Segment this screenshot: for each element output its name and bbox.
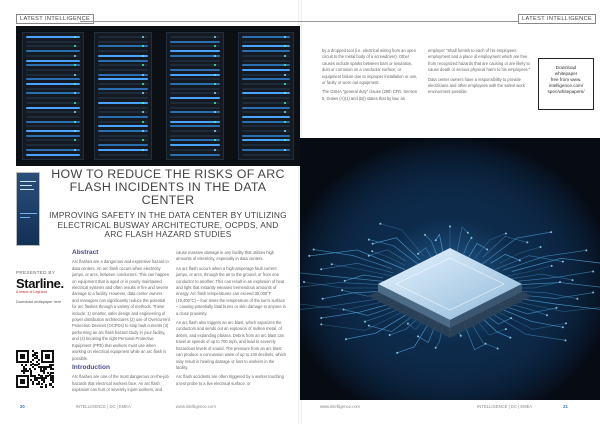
circuit-chip-illustration — [300, 136, 600, 400]
right-page-number: 21 — [563, 404, 568, 409]
col2-paragraph-1: cause massive damage in any facility that utilizes high amounts of electricity, especially in data centers. — [176, 250, 275, 262]
header-rule-left — [80, 21, 300, 22]
right-col1-paragraph-1: by a dropped tool (i.e. electrical wiring from an open circuit to the metal body of a screwdriver). Other causes include sparks between bars or insulation, dust or corrosion on a conductor surface, or equipment failure due to improper installation or use, or faulty or worn out equipment. — [322, 48, 418, 86]
right-column-1 — [322, 48, 418, 102]
introduction-heading: Introduction — [72, 363, 110, 371]
footer-right — [320, 404, 568, 409]
whitepaper-cover-thumbnail[interactable] — [16, 172, 40, 246]
right-col2-paragraph-1: employer "Shall furnish to each of his employees employment and a place of employment which are free from recognized hazards that are causing or are likely to cause death or serious physical harm to his employees." — [428, 48, 531, 73]
header-tag-left: LATEST INTELLIGENCE — [16, 14, 94, 24]
starline-logo: Starline. — [16, 276, 64, 291]
article-subtitle: IMPROVING SAFETY IN THE DATA CENTER BY UTILIZING ELECTRICAL BUSWAY ARCHITECTURE, OCPDS, AND ARC FLASH HAZARD STUDIES — [49, 210, 287, 240]
header-tag-right: LATEST INTELLIGENCE — [518, 14, 596, 24]
right-column-2 — [428, 48, 532, 96]
download-line-5[interactable]: spec/whitepapers/ — [547, 89, 585, 94]
download-note[interactable]: Download whitepaper here — [16, 300, 62, 304]
starline-logo-sub: A brand of Legrand — [16, 290, 47, 294]
introduction-text: Arc flashes are one of the most dangerous on-the-job hazards that electrical workers face. An arc flash explosion can hurt or severely injure workers, and — [72, 374, 169, 393]
hero-image-server-racks — [16, 26, 300, 166]
header-rule-right — [300, 21, 518, 22]
right-url[interactable]: www.intelligence.com — [320, 404, 361, 409]
col2-paragraph-2: An arc flash occurs when a high-amperage fault current jumps, or arcs, through the air to the ground, or from one conductor to another. This can result in an explosion of heat and light that instantly releases tremendous amounts of energy. Arc flash temperatures can exceed 35,000°F (19,400°C) – four times the temperature of the sun's surface – causing potentially fatal burns or skin damage to anyone in a close proximity. — [176, 265, 286, 316]
download-line-4[interactable]: intelligence.com/ — [548, 83, 584, 88]
download-line-1: Download — [555, 65, 577, 70]
right-col2-paragraph-2: Data center owners have a responsibility to provide electricians and other employees with the safest work environment possible. — [428, 76, 525, 95]
page-gutter — [298, 0, 302, 424]
download-line-2: whitepaper — [554, 71, 578, 76]
left-column-2 — [176, 250, 286, 390]
qr-code-icon[interactable] — [16, 350, 54, 388]
left-url[interactable]: www.intelligence.com — [175, 404, 216, 409]
presented-by-label: PRESENTED BY — [16, 270, 56, 275]
abstract-heading: Abstract — [72, 249, 99, 256]
right-publication: INTELLIGENCE | DC | EMEA — [477, 404, 532, 409]
col2-paragraph-4: Arc flash accidents are often triggered by a worker touching a test probe to a live electrical surface, or — [176, 374, 284, 386]
abstract-text: Arc flashes are a dangerous and expensive hazard in data centers. An arc flash occurs when electricity jumps, or arcs, between conductors. This can happen on equipment that is aged or in poorly maintained electrical systems and often results in fire and severe damage to a facility. However, data center owners and managers can significantly reduce the potential for arc flashes through a variety of methods. These include: 1) smarter, safer design and engineering of power distribution architectures (2) use of Overcurrent Protection Devices (OCPDs) to stop fault currents (3) performing an arc flash hazard study in your facility, and (4) knowing the right Personal Protective Equipment (PPE) that workers must use when working on electrical equipment while an arc flash is possible. — [72, 259, 170, 361]
right-page — [300, 0, 600, 424]
article-title: HOW TO REDUCE THE RISKS OF ARC FLASH INCIDENTS IN THE DATA CENTER — [51, 167, 285, 207]
download-whitepaper-box[interactable] — [538, 58, 594, 110]
left-publication: INTELLIGENCE | DC | EMEA — [75, 404, 131, 409]
download-line-3: free from www. — [550, 77, 582, 82]
col2-paragraph-3: An arc flash also triggers an arc blast, which vaporizes the conductors and sends out an explosion of molten metal, of debris, and expanding plasma. Debris from an arc blast can travel at speeds of up to 700 mph, and lead to severely hazardous levels of sound. The pressure from an arc blast can produce a concussion wave of up to 140 decibels, which may result in hearing damage or loss to workers in the facility. — [176, 320, 286, 370]
article-heading — [48, 168, 288, 240]
footer-left — [20, 404, 216, 409]
left-column-1 — [72, 248, 170, 397]
right-col1-paragraph-2: The OSHA "general duty" clause (29th CFR, Section 5, Duties (A)(1) and (B)) states that by law, an — [322, 89, 418, 101]
left-page-number: 20 — [20, 404, 25, 409]
